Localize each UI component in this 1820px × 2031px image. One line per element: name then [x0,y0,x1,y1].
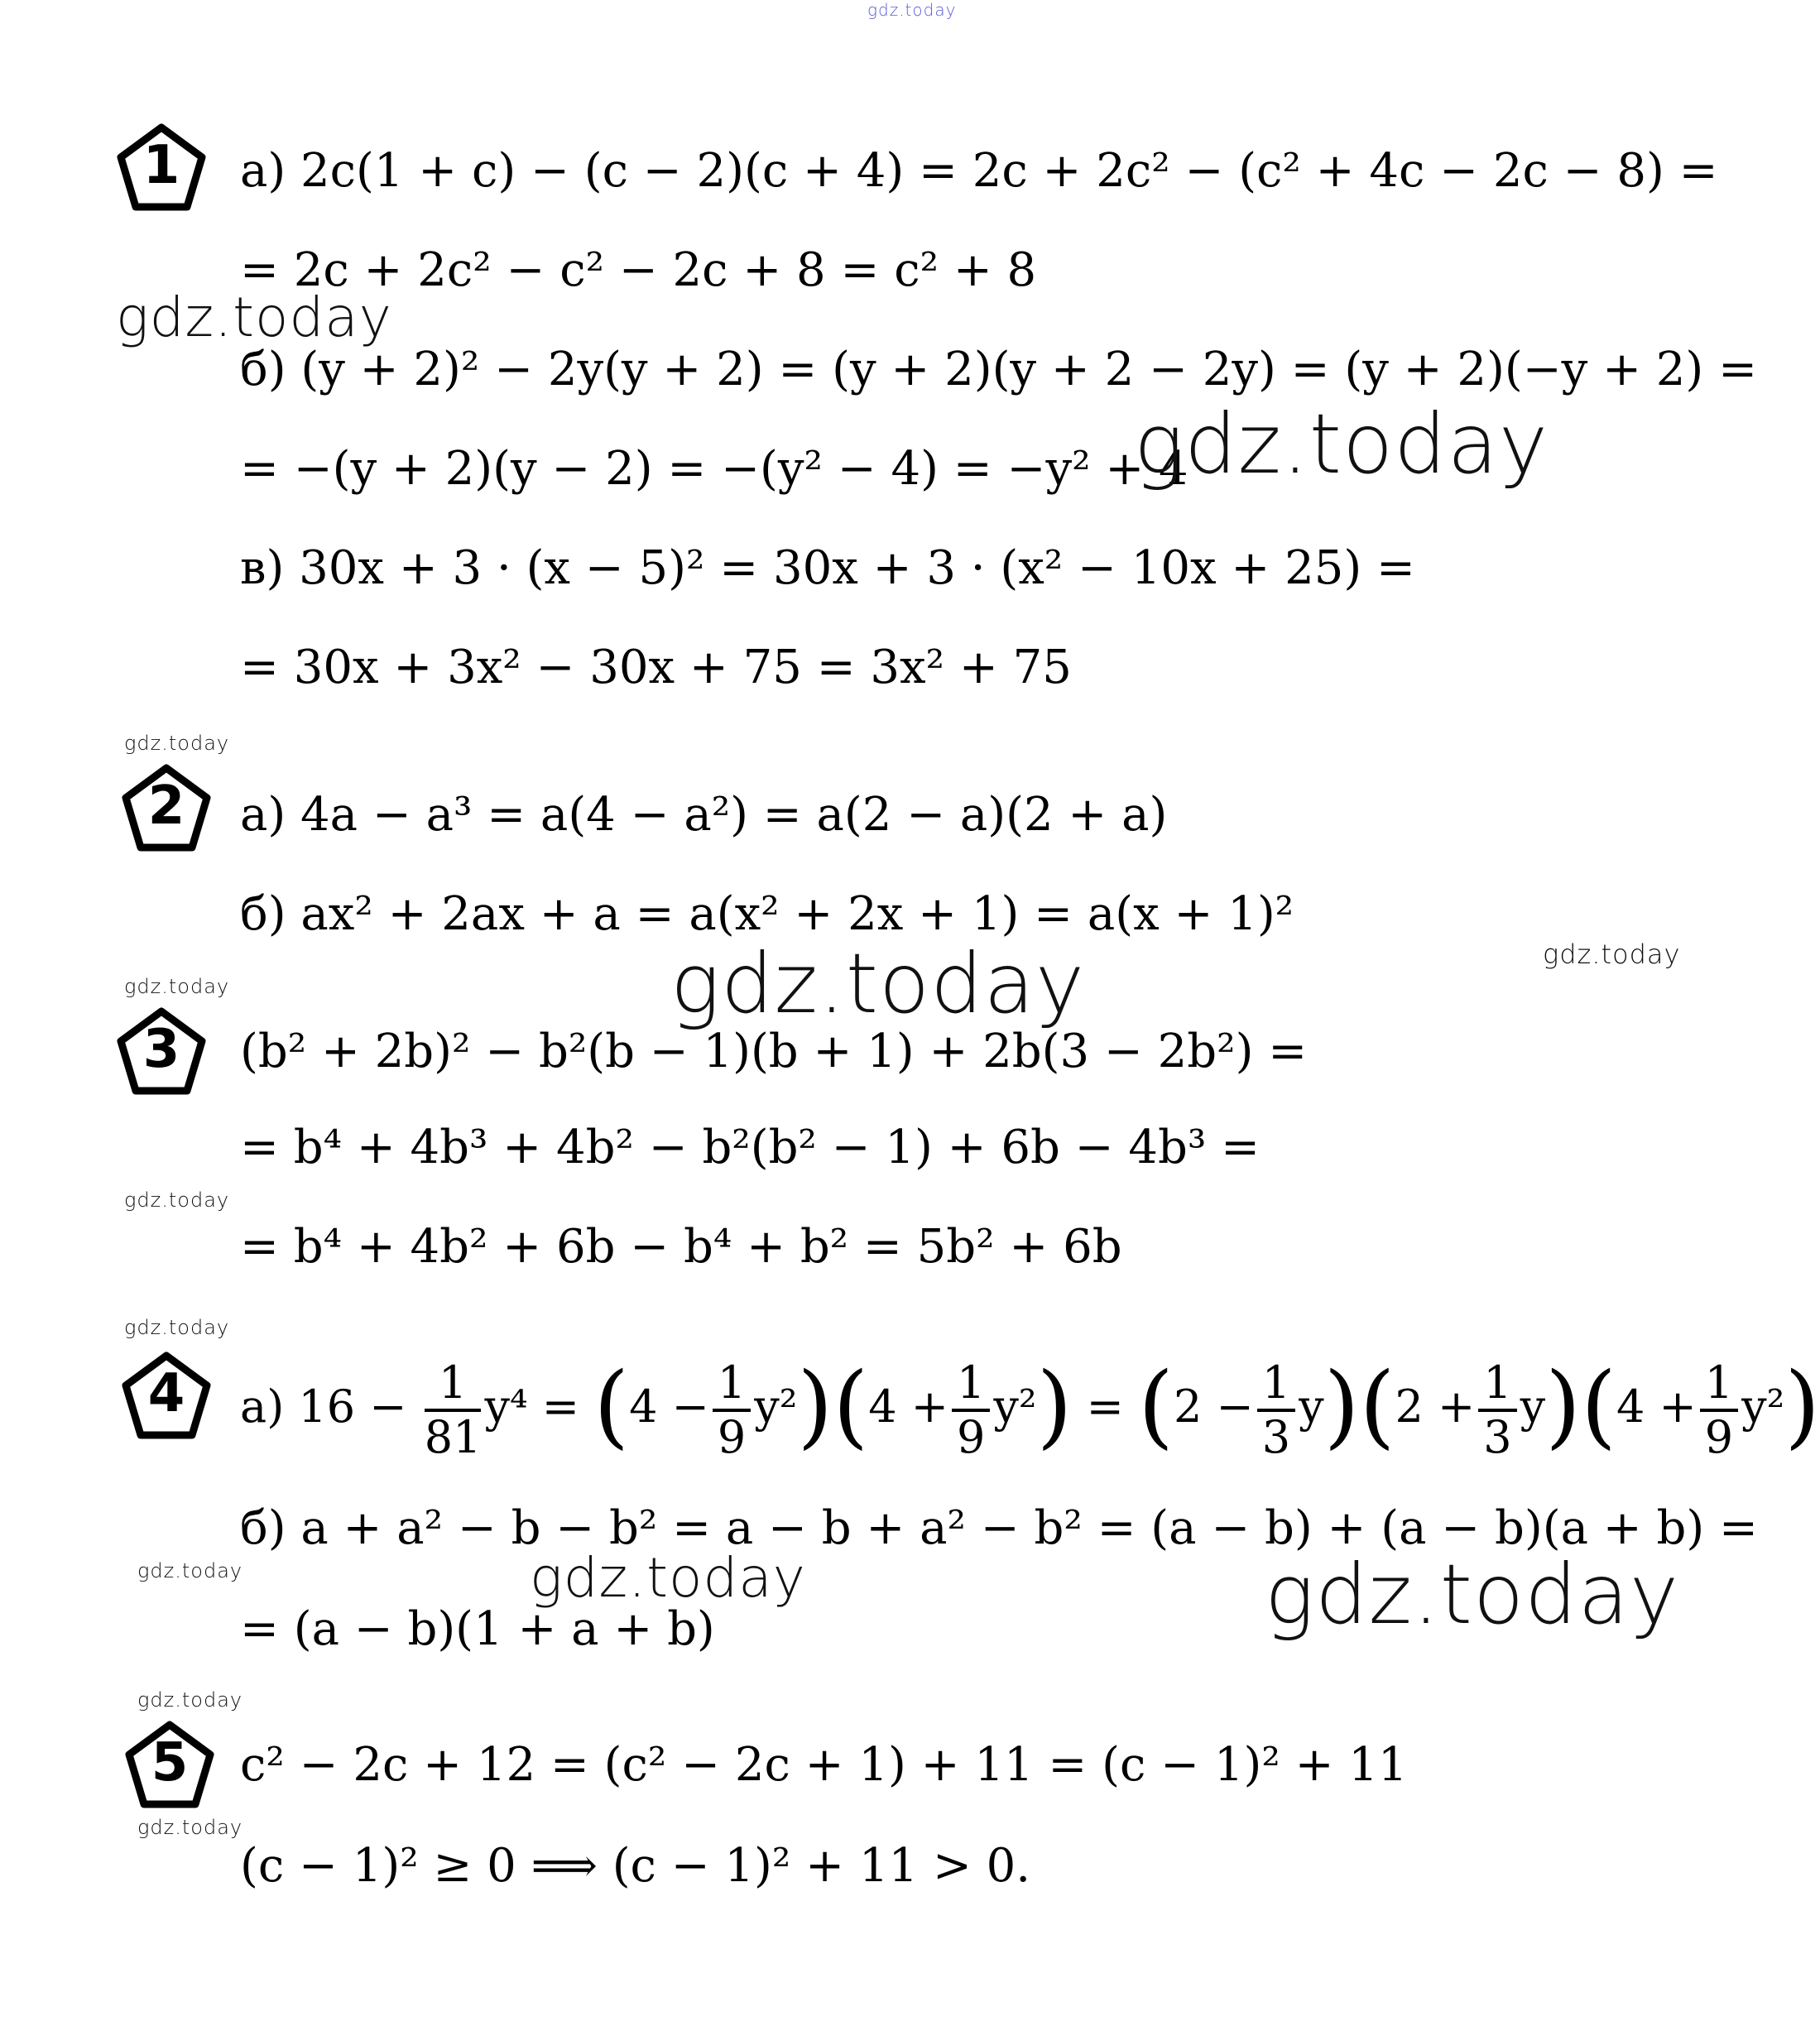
watermark: gdz.today [137,1688,243,1712]
task-4-line-c: = (a − b)(1 + a + b) [240,1602,715,1656]
watermark: gdz.today [1134,396,1549,492]
task-1-line-2: = 2c + 2c² − c² − 2c + 8 = c² + 8 [240,243,1037,297]
task-1-line-6: = 30x + 3x² − 30x + 75 = 3x² + 75 [240,641,1072,694]
task-2-number: 2 [147,775,185,837]
task-1-badge [116,122,207,214]
task-3-line-3: = b⁴ + 4b² + 6b − b⁴ + b² = 5b² + 6b [240,1220,1122,1274]
task-5-line-1: c² − 2c + 12 = (c² − 2c + 1) + 11 = (c − 1)² + 11 [240,1738,1408,1792]
task-2-badge [121,763,212,854]
watermark: gdz.today [530,1546,806,1610]
paren: ( [1138,1352,1174,1458]
task-4a-prefix: а) 16 − [240,1380,407,1433]
paren: ( [593,1352,630,1458]
fraction: $\frac{1}{9}$ [952,1357,990,1463]
watermark: gdz.today [1265,1546,1680,1643]
task-3-number: 3 [142,1019,180,1080]
task-5-line-2: (c − 1)² ≥ 0 ⟹ (c − 1)² + 11 > 0. [240,1839,1031,1893]
task-4-line-a: а) 16 − $\frac{1}{81}$ y⁴ = (4 − $\frac{1}{9}$ y²)(4 + $\frac{1}{9}$ y²) = (2 − $\frac{1}{3}$ y)(2 + $\frac{1}{3}$ y)(4 + $\frac{1}{9}$ y²) [240,1352,1820,1463]
task-1-line-5: в) 30x + 3 · (x − 5)² = 30x + 3 · (x² − 10x + 25) = [240,541,1415,595]
paren: ) [1545,1352,1582,1458]
task-3-line-2: = b⁴ + 4b³ + 4b² − b²(b² − 1) + 6b − 4b³ = [240,1121,1261,1174]
task-1-line-3: б) (y + 2)² − 2y(y + 2) = (y + 2)(y + 2 − 2y) = (y + 2)(−y + 2) = [240,343,1757,396]
task-2-line-2: б) ax² + 2ax + a = a(x² + 2x + 1) = a(x + 1)² [240,887,1294,941]
paren: ) [1036,1352,1073,1458]
task-4-line-b: б) a + a² − b − b² = a − b + a² − b² = (a − b) + (a − b)(a + b) = [240,1501,1758,1555]
paren: ) [1784,1352,1820,1458]
task-5-badge [124,1720,215,1811]
fraction: $\frac{1}{81}$ [424,1356,482,1463]
fraction: $\frac{1}{9}$ [713,1357,751,1463]
task-1-line-1: а) 2c(1 + c) − (c − 2)(c + 4) = 2c + 2c² − (c² + 4c − 2c − 8) = [240,144,1718,198]
watermark: gdz.today [670,935,1086,1032]
task-3-line-1: (b² + 2b)² − b²(b − 1)(b + 1) + 2b(3 − 2b²) = [240,1025,1308,1078]
fraction: $\frac{1}{3}$ [1478,1357,1516,1463]
fraction: $\frac{1}{3}$ [1257,1357,1295,1463]
task-2-line-1: а) 4a − a³ = a(4 − a²) = a(2 − a)(2 + a) [240,788,1168,842]
watermark: gdz.today [1543,939,1681,970]
watermark: gdz.today [124,732,230,755]
watermark: gdz.today [124,1188,230,1212]
task-4a-term: y⁴ = [484,1380,580,1433]
task-1-number: 1 [142,135,180,196]
paren: ( [833,1352,869,1458]
task-3-badge [116,1006,207,1097]
paren: ) [1323,1352,1360,1458]
watermark: gdz.today [124,1316,230,1339]
paren: ) [797,1352,833,1458]
watermark-top: gdz.today [867,0,957,20]
watermark: gdz.today [116,286,392,349]
task-4-number: 4 [147,1363,185,1424]
watermark: gdz.today [137,1816,243,1839]
watermark: gdz.today [124,975,230,998]
paren: ( [1359,1352,1395,1458]
task-1-line-4: = −(y + 2)(y − 2) = −(y² − 4) = −y² + 4 [240,442,1189,496]
fraction: $\frac{1}{9}$ [1700,1357,1738,1463]
task-4-badge [121,1351,212,1442]
watermark: gdz.today [137,1559,243,1582]
paren: ( [1581,1352,1616,1458]
task-5-number: 5 [151,1732,189,1793]
